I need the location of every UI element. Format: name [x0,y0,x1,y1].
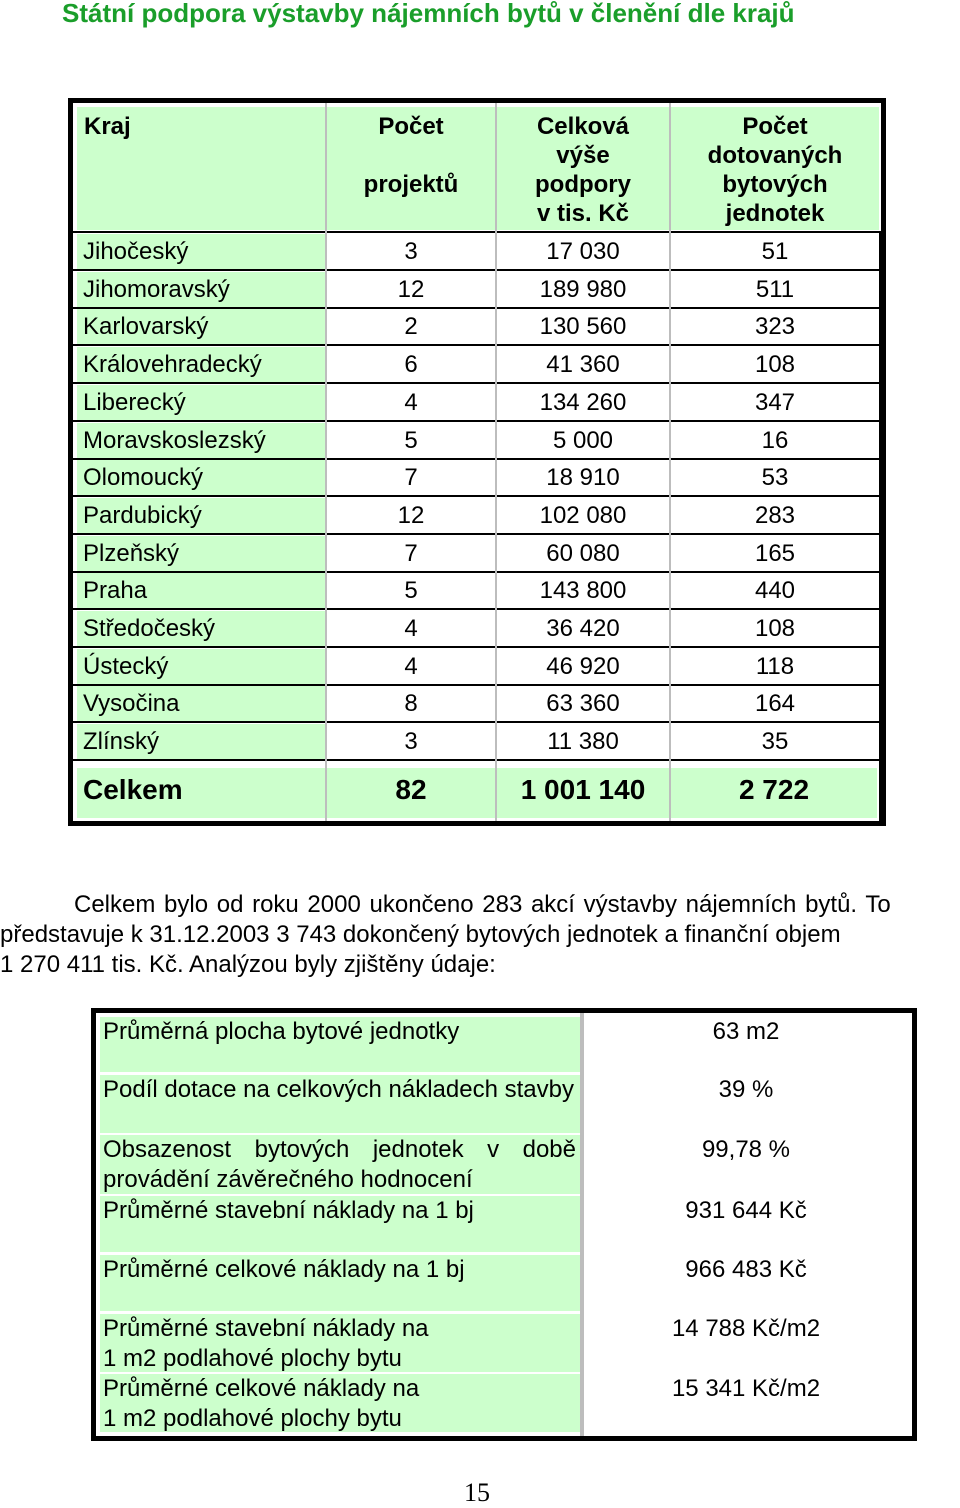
cell-kraj: Olomoucký [77,460,325,495]
analysis-value-1: 63 m2 [712,1018,780,1045]
analysis-value-4: 931 644 Kč [685,1197,807,1224]
header-dotovanych-line4: jednotek [725,200,825,227]
cell-projekty: 5 [404,577,418,604]
analysis-value-2: 39 % [718,1076,774,1103]
analysis-label-3 [100,1135,580,1194]
cell-projekty: 6 [404,351,418,378]
table-row [73,723,881,761]
column-divider [495,103,497,821]
analysis-label-7 [100,1374,580,1432]
header-celkova-line1: Celková [536,113,630,140]
cell-jednotky: 53 [761,464,789,491]
cell-projekty: 3 [404,728,418,755]
cell-kraj: Moravskoslezský [77,423,325,458]
cell-podpora: 143 800 [539,577,627,604]
cell-jednotky: 511 [755,276,795,303]
cell-projekty: 4 [404,653,418,680]
cell-projekty: 8 [404,690,418,717]
cell-podpora: 41 360 [546,351,620,378]
header-pocet-line1: Počet [378,113,444,140]
header-celkova-vyse [497,107,669,230]
cell-podpora: 5 000 [552,427,614,454]
analysis-label-6 [100,1314,580,1372]
cell-kraj: Jihočeský [77,234,325,269]
cell-jednotky: 440 [754,577,796,604]
cell-kraj: Jihomoravský [77,272,325,307]
cell-kraj: Ústecký [77,649,325,684]
cell-kraj: Zlínský [77,724,325,759]
table-row [73,610,881,648]
summary-line-1: Celkem bylo od roku 2000 ukončeno 283 akcí výstavby nájemních bytů. To [74,891,891,918]
regions-table [68,98,886,826]
cell-jednotky: 347 [754,389,796,416]
cell-projekty: 12 [397,276,425,303]
total-jednotky: 2 722 [671,768,877,818]
total-label: Celkem [77,768,325,818]
cell-jednotky: 35 [761,728,789,755]
analysis-label-3-text: Obsazenost bytových jednotek v době provádění závěrečného hodnocení [103,1136,576,1193]
header-celkova-line2: výše [556,142,610,169]
summary-line-3: 1 270 411 tis. Kč. Analýzou byly zjištěny údaje: [0,951,496,978]
cell-podpora: 130 560 [539,313,627,340]
header-celkova-line4: v tis. Kč [536,200,630,227]
cell-podpora: 46 920 [546,653,620,680]
header-dotovanych-line1: Počet [742,113,808,140]
analysis-label-5 [100,1255,580,1311]
summary-line-2: představuje k 31.12.2003 3 743 dokončený bytových jednotek a finanční objem [0,921,841,948]
analysis-label-6-line2: 1 m2 podlahové plochy bytu [103,1345,402,1372]
row-divider [73,759,881,761]
analysis-value-5: 966 483 Kč [685,1256,807,1283]
cell-projekty: 12 [397,502,425,529]
cell-projekty: 4 [404,615,418,642]
analysis-label-4-text: Průměrné stavební náklady na 1 bj [103,1197,474,1224]
header-dotovanych-line3: bytových [722,171,828,198]
analysis-label-2 [100,1075,580,1133]
cell-projekty: 5 [404,427,418,454]
cell-podpora: 189 980 [539,276,627,303]
cell-projekty: 2 [404,313,418,340]
column-divider [669,103,671,821]
table-row [73,497,881,535]
table-row [73,685,881,723]
table-row [73,233,881,271]
header-kraj [77,107,325,230]
cell-projekty: 4 [404,389,418,416]
header-pocet-line2: projektů [363,171,459,198]
cell-podpora: 36 420 [546,615,620,642]
analysis-label-4 [100,1196,580,1252]
analysis-label-1 [100,1017,580,1072]
analysis-value-6: 14 788 Kč/m2 [671,1315,821,1342]
right-edge-line [879,231,881,821]
page-number: 15 [464,1478,490,1507]
cell-podpora: 63 360 [546,690,620,717]
table-row [73,422,881,460]
cell-kraj: Plzeňský [77,536,325,571]
cell-projekty: 7 [404,464,418,491]
cell-kraj: Vysočina [77,686,325,721]
cell-jednotky: 164 [754,690,796,717]
analysis-label-6-line1: Průměrné stavební náklady na [103,1315,429,1342]
table-row [73,346,881,384]
table-row [73,535,881,573]
total-projekty: 82 [327,768,495,818]
total-row [73,768,881,821]
cell-jednotky: 165 [754,540,796,567]
table-row [73,459,881,497]
cell-podpora: 11 380 [547,728,619,755]
cell-jednotky: 108 [754,615,796,642]
cell-jednotky: 283 [754,502,796,529]
header-celkova-line3: podpory [535,171,631,198]
cell-jednotky: 51 [761,238,789,265]
cell-podpora: 102 080 [539,502,627,529]
cell-jednotky: 108 [754,351,796,378]
table-row [73,271,881,309]
total-podpora: 1 001 140 [497,768,669,818]
analysis-label-1-text: Průměrná plocha bytové jednotky [103,1018,460,1045]
analysis-label-2-text: Podíl dotace na celkových nákladech stavby [103,1076,574,1103]
cell-kraj: Liberecký [77,385,325,420]
cell-podpora: 18 910 [546,464,620,491]
header-pocet-projektu [327,107,495,230]
analysis-label-5-text: Průměrné celkové náklady na 1 bj [103,1256,465,1283]
header-kraj-label: Kraj [84,113,131,140]
cell-jednotky: 16 [761,427,789,454]
column-divider [325,103,327,821]
analysis-value-3: 99,78 % [701,1136,791,1163]
cell-projekty: 3 [404,238,418,265]
cell-projekty: 7 [404,540,418,567]
cell-podpora: 60 080 [546,540,620,567]
header-pocet-jednotek [671,107,879,230]
page-title: Státní podpora výstavby nájemních bytů v členění dle krajů [62,0,795,28]
cell-podpora: 17 030 [546,238,620,265]
table-row [73,572,881,610]
cell-jednotky: 118 [755,653,795,680]
cell-kraj: Karlovarský [77,309,325,344]
header-dotovanych-line2: dotovaných [707,142,843,169]
analysis-value-7: 15 341 Kč/m2 [671,1375,821,1402]
table-row [73,384,881,422]
analysis-label-7-line1: Průměrné celkové náklady na [103,1375,420,1402]
cell-kraj: Praha [77,573,325,608]
cell-jednotky: 323 [754,313,796,340]
cell-podpora: 134 260 [539,389,627,416]
analysis-table [91,1008,917,1441]
table-row [73,308,881,346]
cell-kraj: Středočeský [77,611,325,646]
table-row [73,648,881,686]
analysis-label-7-line2: 1 m2 podlahové plochy bytu [103,1405,402,1432]
cell-kraj: Královehradecký [77,347,325,382]
cell-kraj: Pardubický [77,498,325,533]
